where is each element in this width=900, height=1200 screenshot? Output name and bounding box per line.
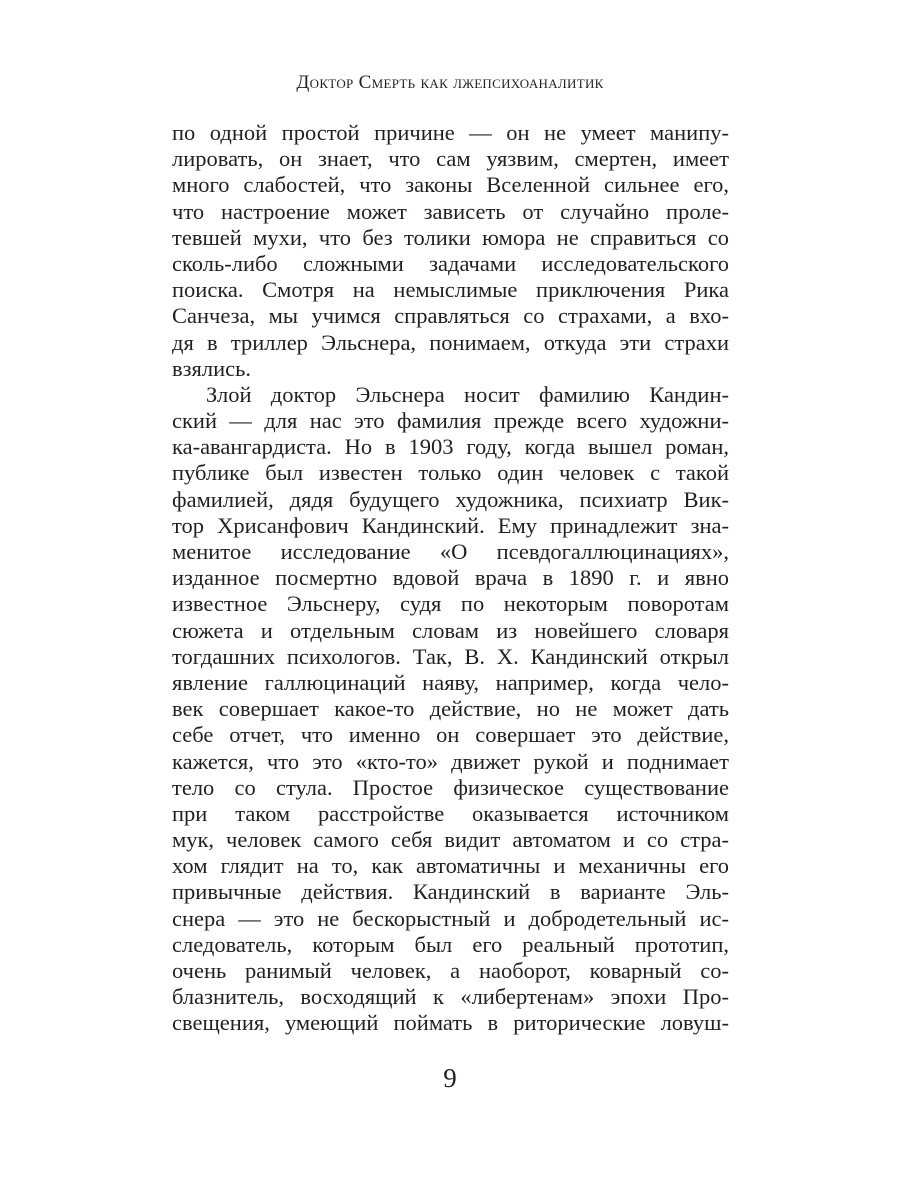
text-line: свещения, умеющий поймать в риторические ловуш- — [172, 1010, 729, 1036]
text-line: привычные действия. Кандинский в варианте Эль- — [172, 879, 729, 905]
text-line: фамилией, дядя будущего художника, психиатр Вик- — [172, 486, 729, 512]
text-line: явление галлюцинаций наяву, например, когда чело- — [172, 669, 729, 695]
text-line: поиска. Смотря на немыслимые приключения Рика — [172, 277, 729, 303]
paragraph — [172, 120, 729, 382]
text-line: кажется, что это «кто-то» движет рукой и поднимает — [172, 748, 729, 774]
text-line: себе отчет, что именно он совершает это действие, — [172, 722, 729, 748]
text-line: ка-авангардиста. Но в 1903 году, когда вышел роман, — [172, 434, 729, 460]
text-line: по одной простой причине — он не умеет манипу- — [172, 120, 729, 145]
text-line: менитое исследование «О псевдогаллюцинациях», — [172, 539, 729, 564]
body-text — [172, 120, 729, 1037]
text-line: взялись. — [172, 355, 252, 381]
text-line: ский — для нас это фамилия прежде всего художни- — [172, 408, 729, 434]
text-line: век совершает какое-то действие, но не может дать — [172, 696, 729, 722]
text-line: следователь, которым был его реальный прототип, — [172, 931, 729, 957]
text-line: что настроение может зависеть от случайно проле- — [172, 198, 729, 224]
text-line: очень ранимый человек, а наоборот, коварный со- — [172, 958, 729, 983]
text-line: блазнитель, восходящий к «либертенам» эпохи Про- — [172, 984, 729, 1010]
text-line: при таком расстройстве оказывается источником — [172, 800, 729, 826]
text-line: хом глядит на то, как автоматичны и механичны его — [172, 853, 729, 879]
text-line: мук, человек самого себя видит автоматом и со стра- — [172, 827, 729, 853]
text-line: сюжета и отдельным словам из новейшего словаря — [172, 617, 729, 643]
text-line: публике был известен только один человек с такой — [172, 460, 729, 486]
text-line: изданное посмертно вдовой врача в 1890 г. и явно — [172, 565, 729, 591]
text-line: дя в триллер Эльснера, понимаем, откуда эти страхи — [172, 329, 729, 355]
text-line: тевшей мухи, что без толики юмора не справиться со — [172, 224, 729, 250]
text-line: лировать, он знает, что сам уязвим, смертен, имеет — [172, 146, 729, 172]
running-header: Доктор Смерть как лжепсихоаналитик — [296, 72, 604, 93]
text-line: Злой доктор Эльснера носит фамилию Кандин- — [206, 381, 729, 407]
text-line: тогдашних психологов. Так, В. Х. Кандинский открыл — [172, 643, 729, 669]
paragraph — [172, 382, 729, 1037]
page-number: 9 — [443, 1063, 457, 1093]
text-line: тор Хрисанфович Кандинский. Ему принадлежит зна- — [172, 512, 729, 538]
text-line: много слабостей, что законы Вселенной сильнее его, — [172, 172, 729, 198]
text-line: Санчеза, мы учимся справляться со страхами, а вхо- — [172, 303, 729, 329]
text-line: снера — это не бескорыстный и добродетельный ис- — [172, 905, 729, 931]
text-line: известное Эльснеру, судя по некоторым поворотам — [172, 591, 729, 617]
text-line: тело со стула. Простое физическое существование — [172, 774, 729, 800]
text-line: сколь-либо сложными задачами исследовательского — [172, 250, 729, 276]
